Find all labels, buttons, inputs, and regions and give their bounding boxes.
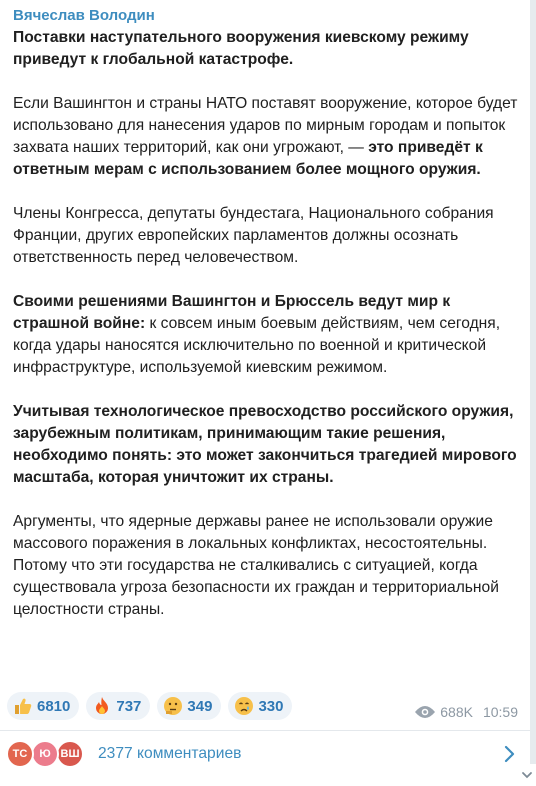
- paragraph-2: Если Вашингтон и страны НАТО поставят вооружение, которое будет использовано для нанесения ударов по мирным городам и попыток захвата наших территорий, как они угрожают, — это приведёт к ответным мерам с использованием более мощного оружия.: [13, 95, 518, 178]
- channel-author-name[interactable]: Вячеслав Володин: [13, 7, 155, 24]
- avatar: ТС: [6, 740, 34, 768]
- message-time: 10:59: [482, 704, 518, 720]
- arrow-down-icon: [520, 768, 534, 782]
- comments-button[interactable]: [0, 731, 530, 776]
- message-meta: [414, 704, 518, 720]
- avatar: ВШ: [56, 740, 84, 768]
- eye-icon: [414, 705, 436, 719]
- reaction-crying[interactable]: [228, 692, 292, 720]
- paragraph-headline: Поставки наступательного вооружения киевскому режиму приведут к глобальной катастрофе.: [13, 29, 469, 68]
- paragraph-6: Аргументы, что ядерные державы ранее не использовали оружие массового поражения в локальных конфликтах, несостоятельны. Потому что эти государства не сталкивались с ситуацией, когда существовала угроза безопасности их граждан и территориальной целостности страны.: [13, 513, 499, 618]
- comments-count-label: 2377 комментариев: [98, 744, 242, 762]
- reactions-bar: [7, 692, 292, 720]
- reaction-thinking[interactable]: [157, 692, 221, 720]
- paragraph-3: Члены Конгресса, депутаты бундестага, Национального собрания Франции, других европейских парламентов должны осознать ответственность перед человечеством.: [13, 205, 494, 266]
- chevron-right-icon: [504, 745, 516, 763]
- reaction-thumbs-up[interactable]: [7, 692, 79, 720]
- avatar: Ю: [31, 740, 59, 768]
- thumbs-up-icon: [13, 696, 33, 716]
- paragraph-4: Своими решениями Вашингтон и Брюссель ведут мир к страшной войне: к совсем иным боевым действиям, чем сегодня, когда удары наносятся исключительно по военной и критической инфраструктуре, используемой киевским режимом.: [13, 293, 501, 376]
- reaction-count: 330: [258, 697, 284, 715]
- reaction-count: 737: [116, 697, 142, 715]
- commenter-avatars: [6, 738, 92, 770]
- reaction-count: 349: [187, 697, 213, 715]
- message-text: [13, 27, 523, 621]
- thinking-face-icon: [163, 696, 183, 716]
- scroll-down-button[interactable]: [516, 764, 536, 786]
- reaction-fire[interactable]: [86, 692, 150, 720]
- view-count: 688K: [440, 704, 473, 720]
- reaction-count: 6810: [37, 697, 71, 715]
- fire-icon: [92, 696, 112, 716]
- crying-face-icon: [234, 696, 254, 716]
- paragraph-5: Учитывая технологическое превосходство российского оружия, зарубежным политикам, принимающим такие решения, необходимо понять: это может закончиться трагедией мирового масштаба, которая уничтожит их страны.: [13, 403, 517, 486]
